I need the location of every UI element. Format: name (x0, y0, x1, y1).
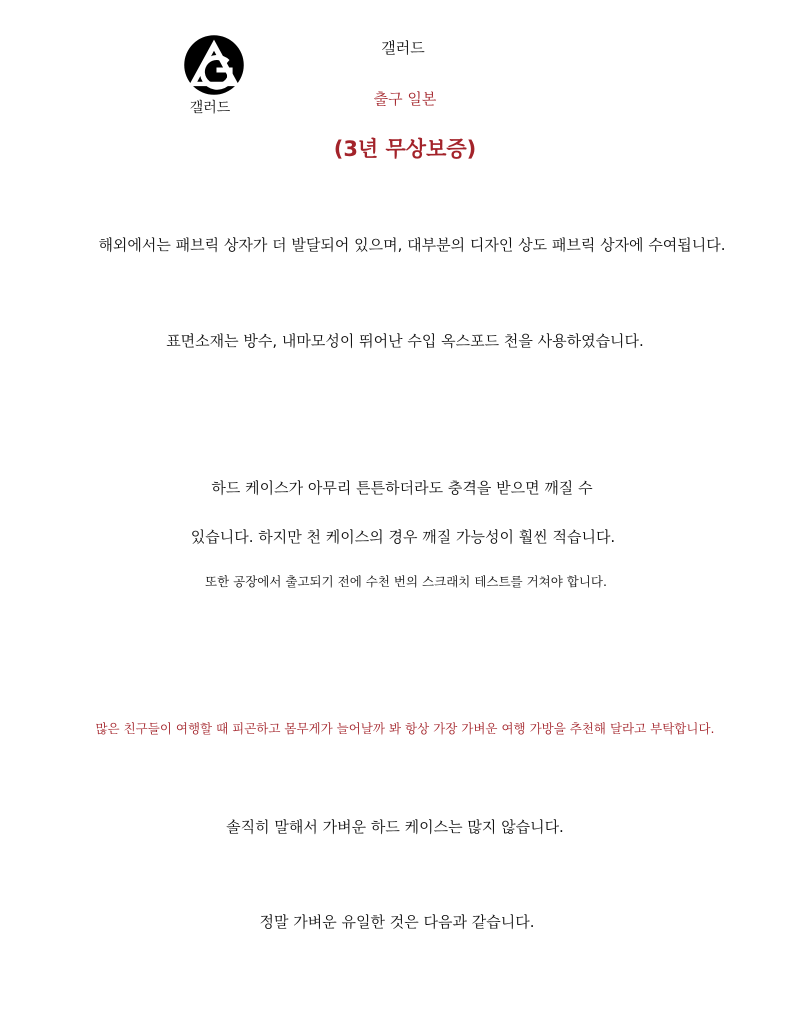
logo-caption: 갤러드 (189, 100, 231, 116)
friends-request-paragraph: 많은 친구들이 여행할 때 피곤하고 몸무게가 늘어날까 봐 항상 가장 가벼운 여행 가방을 추천해 달라고 부탁합니다. (95, 721, 715, 736)
material-paragraph: 표면소재는 방수, 내마모성이 뛰어난 수입 옥스포드 천을 사용하였습니다. (166, 332, 644, 350)
hard-case-paragraph-line-2: 있습니다. 하지만 천 케이스의 경우 깨질 가능성이 훨씬 적습니다. (190, 528, 616, 546)
conclusion-paragraph: 정말 가벼운 유일한 것은 다음과 같습니다. (259, 913, 535, 931)
light-case-paragraph: 솔직히 말해서 가벼운 하드 케이스는 많지 않습니다. (226, 818, 564, 836)
scratch-test-paragraph: 또한 공장에서 출고되기 전에 수천 번의 스크래치 테스트를 거쳐야 합니다. (205, 574, 607, 589)
brand-name: 갤러드 (381, 39, 425, 57)
warranty-badge: (3년 무상보증) (333, 137, 477, 161)
intro-fabric-paragraph: 해외에서는 패브릭 상자가 더 발달되어 있으며, 대부분의 디자인 상도 패브릭 상자에 수여됩니다. (98, 236, 726, 254)
hard-case-paragraph-line-1: 하드 케이스가 아무리 튼튼하더라도 충격을 받으면 깨질 수 (211, 479, 593, 497)
origin-label: 출구 일본 (373, 90, 437, 108)
